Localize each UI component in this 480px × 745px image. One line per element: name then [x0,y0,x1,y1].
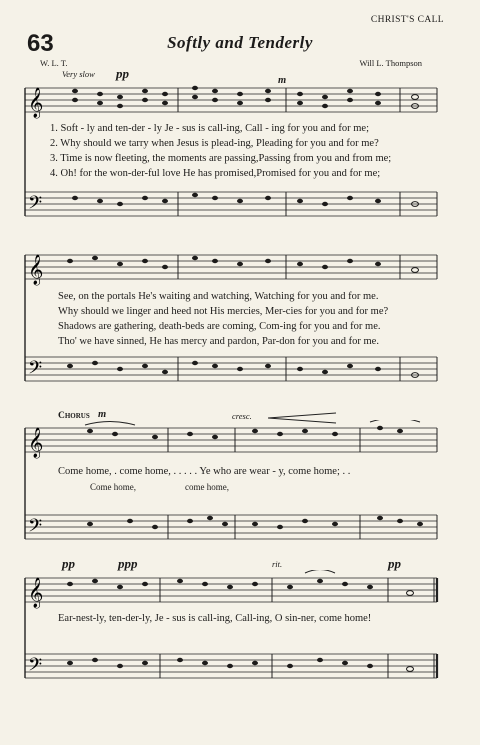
svg-text:𝄢: 𝄢 [28,516,43,541]
verse-3-line-2: Shadows are gathering, death-beds are coming, Com-ing for you and for me. [58,321,381,332]
svg-text:𝄞: 𝄞 [28,578,44,608]
chorus-dynamic-m: m [98,409,107,420]
dynamic-ppp: ppp [118,556,138,571]
cresc-marking: cresc. [232,411,252,421]
words-credit: W. L. T. [40,58,68,68]
verse-1-line-1: 1. Soft - ly and ten-der - ly Je - sus is call-ing, Call - ing for you and for me; [50,123,370,134]
treble-staff-1 [25,88,437,112]
verse-1-line-2: See, on the portals He's waiting and watching, Watching for you and for me. [58,291,379,302]
chorus-label: Chorus [58,411,90,421]
svg-text:𝄢: 𝄢 [28,655,43,680]
svg-text:𝄢: 𝄢 [28,193,43,218]
dynamic-pp-2: pp [62,556,75,571]
chorus-echo-1: Come home, [90,482,136,492]
verse-2-line-1: 2. Why should we tarry when Jesus is plead-ing, Pleading for you and for me? [50,138,379,149]
verse-2-line-2: Why should we linger and heed not His mercies, Mer-cies for you and for me? [58,306,389,317]
svg-text:𝄞: 𝄞 [28,88,44,118]
verse-3-line-1: 3. Time is now fleeting, the moments are passing,Passing from you and from me; [50,153,392,164]
chorus-final-line: Ear-nest-ly, ten-der-ly, Je - sus is call-ing, Call-ing, O sin-ner, come home! [58,613,372,624]
svg-text:𝄞: 𝄞 [28,255,44,285]
music-system-2 [0,247,480,392]
music-system-4 [0,570,480,700]
music-system-3 [0,420,480,550]
section-header: CHRIST'S CALL [370,15,444,25]
bass-staff-1 [25,192,437,216]
dynamic-pp-3: pp [388,556,401,571]
chorus-line-soprano: Come home, . come home, . . . . . Ye who are wear - y, come home; . . [58,466,351,477]
svg-text:𝄢: 𝄢 [28,358,43,383]
hymn-number: 63 [27,30,54,57]
rit-marking: rit. [272,559,283,569]
hymn-title: Softly and Tenderly [167,33,313,52]
chorus-echo-2: come home, [185,482,229,492]
dynamic-pp: pp [116,66,129,81]
music-credit: Will L. Thompson [359,58,422,68]
verse-4-line-1: 4. Oh! for the won-der-ful love He has promised,Promised for you and for me; [50,168,381,179]
tempo-marking: Very slow [62,69,95,79]
dynamic-m: m [278,75,287,86]
svg-text:𝄞: 𝄞 [28,428,44,458]
verse-4-line-2: Tho' we have sinned, He has mercy and pardon, Par-don for you and for me. [58,336,379,347]
